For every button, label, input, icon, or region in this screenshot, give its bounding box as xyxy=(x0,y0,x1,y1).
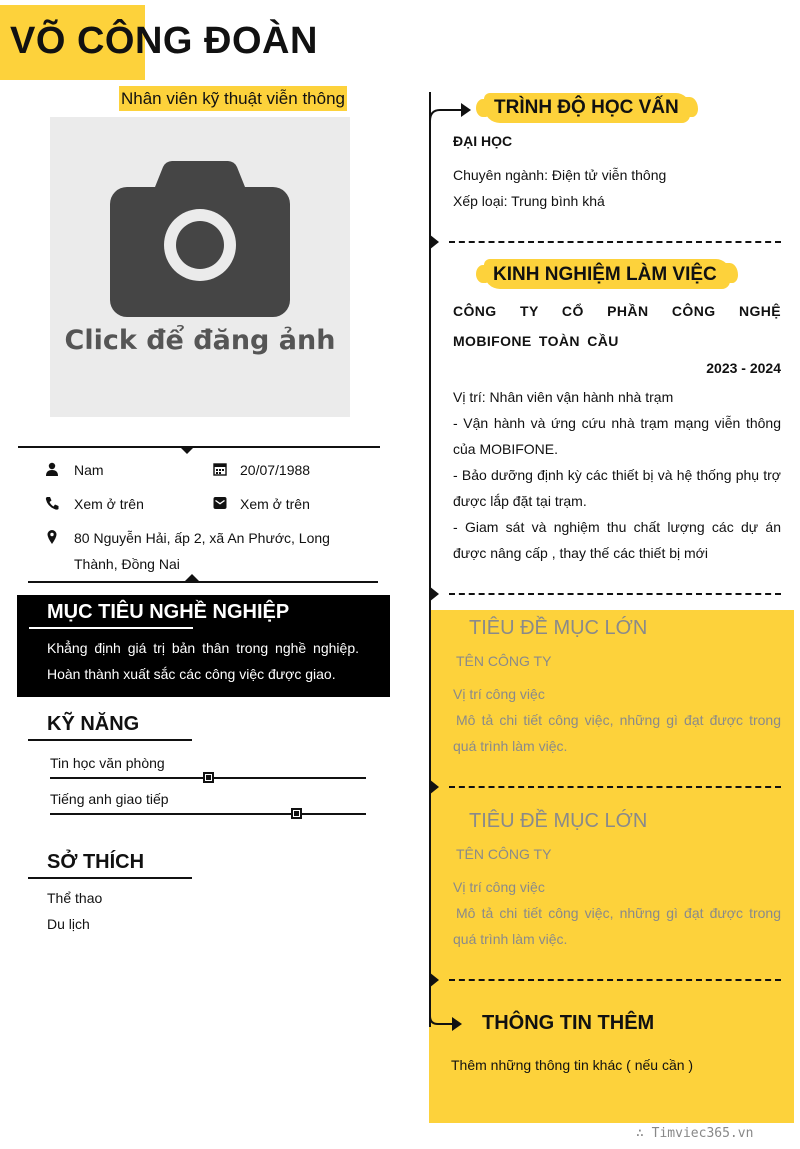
experience-line: - Giam sát và nghiệm thu chất lượng các dự án được nâng cấp , thay thế các thiết bị mới xyxy=(453,519,781,561)
candidate-name[interactable]: VÕ CÔNG ĐOÀN xyxy=(10,20,318,62)
section-arrow-icon xyxy=(429,96,473,122)
section-arrow-icon xyxy=(429,1010,463,1036)
email-icon xyxy=(213,496,227,510)
timeline-marker xyxy=(429,779,439,795)
phone-value[interactable]: Xem ở trên xyxy=(74,496,144,512)
experience-line: Vị trí: Nhân viên vận hành nhà trạm xyxy=(453,389,674,405)
more-info-text[interactable]: Thêm những thông tin khác ( nếu cần ) xyxy=(451,1057,694,1073)
section-divider xyxy=(449,241,781,243)
phone-icon xyxy=(45,496,59,510)
placeholder-section-title[interactable]: TIÊU ĐỀ MỤC LỚN xyxy=(469,810,648,832)
photo-upload-label: Click để đăng ảnh xyxy=(64,325,336,356)
objective-title[interactable]: MỤC TIÊU NGHỀ NGHIỆP xyxy=(47,601,290,623)
skill-level-handle[interactable] xyxy=(203,772,214,783)
divider-arrow-up xyxy=(184,574,200,582)
job-title[interactable]: Nhân viên kỹ thuật viễn thông xyxy=(119,86,347,111)
skill-bar xyxy=(50,813,366,815)
section-divider xyxy=(449,593,781,595)
experience-line: - Bảo dưỡng định kỳ các thiết bị và hệ thống phụ trợ được lắp đặt tại trạm. xyxy=(453,467,781,509)
address-value[interactable]: 80 Nguyễn Hải, ấp 2, xã An Phước, Long Thành, Đồng Nai xyxy=(74,530,330,572)
watermark: ∴ Timviec365.vn xyxy=(636,1126,754,1141)
timeline-marker xyxy=(429,972,439,988)
placeholder-detail: Mô tả chi tiết công việc, những gì đạt được trong quá trình làm việc. xyxy=(453,712,781,754)
divider-bottom xyxy=(28,581,378,583)
hobbies-underline xyxy=(28,877,192,879)
objective-text[interactable]: Khẳng định giá trị bản thân trong nghề nghiệp. Hoàn thành xuất sắc các công việc được giao. xyxy=(47,640,359,682)
placeholder-detail: Mô tả chi tiết công việc, những gì đạt được trong quá trình làm việc. xyxy=(453,905,781,947)
placeholder-description[interactable] xyxy=(453,681,781,759)
divider-arrow-down xyxy=(179,446,195,454)
placeholder-position: Vị trí công việc xyxy=(453,686,545,702)
photo-upload[interactable] xyxy=(50,117,350,417)
experience-title[interactable]: KINH NGHIỆM LÀM VIỆC xyxy=(493,264,717,285)
timeline-marker xyxy=(429,586,439,602)
timeline-line xyxy=(429,92,431,1027)
skill-level-handle[interactable] xyxy=(291,808,302,819)
timeline-marker xyxy=(429,234,439,250)
calendar-icon xyxy=(213,462,227,476)
skills-title[interactable]: KỸ NĂNG xyxy=(47,713,140,735)
experience-line: - Vận hành và ứng cứu nhà trạm mạng viễn thông của MOBIFONE. xyxy=(453,415,781,457)
skill-name[interactable]: Tin học văn phòng xyxy=(50,755,165,771)
hobby-item[interactable]: Du lịch xyxy=(47,916,90,932)
placeholder-section-title[interactable]: TIÊU ĐỀ MỤC LỚN xyxy=(469,617,648,639)
birthday-value[interactable]: 20/07/1988 xyxy=(240,462,311,478)
placeholder-company[interactable]: TÊN CÔNG TY xyxy=(456,653,552,669)
gender-value[interactable]: Nam xyxy=(74,462,104,478)
education-title[interactable]: TRÌNH ĐỘ HỌC VẤN xyxy=(494,97,679,118)
placeholder-company[interactable]: TÊN CÔNG TY xyxy=(456,846,552,862)
camera-icon xyxy=(110,161,290,321)
placeholder-position: Vị trí công việc xyxy=(453,879,545,895)
education-school[interactable]: ĐẠI HỌC xyxy=(453,133,513,149)
email-value[interactable]: Xem ở trên xyxy=(240,496,310,512)
user-icon xyxy=(45,462,59,476)
education-major[interactable]: Chuyên ngành: Điện tử viễn thông xyxy=(453,167,667,183)
map-marker-icon xyxy=(45,530,59,544)
skills-underline xyxy=(28,739,192,741)
divider-top xyxy=(18,446,380,448)
section-divider xyxy=(449,979,781,981)
hobbies-title[interactable]: SỞ THÍCH xyxy=(47,851,145,873)
more-info-title[interactable]: THÔNG TIN THÊM xyxy=(482,1012,655,1034)
objective-underline xyxy=(29,627,193,629)
experience-description[interactable] xyxy=(453,384,781,566)
hobby-item[interactable]: Thể thao xyxy=(47,890,103,906)
objective-section xyxy=(17,595,390,697)
section-divider xyxy=(449,786,781,788)
placeholder-description[interactable] xyxy=(453,874,781,952)
experience-company[interactable]: CÔNG TY CỔ PHẦN CÔNG NGHỆ MOBIFONE TOÀN CẦU xyxy=(453,303,781,349)
education-grade[interactable]: Xếp loại: Trung bình khá xyxy=(453,193,605,209)
skill-name[interactable]: Tiếng anh giao tiếp xyxy=(50,791,169,807)
experience-period[interactable]: 2023 - 2024 xyxy=(706,360,781,376)
